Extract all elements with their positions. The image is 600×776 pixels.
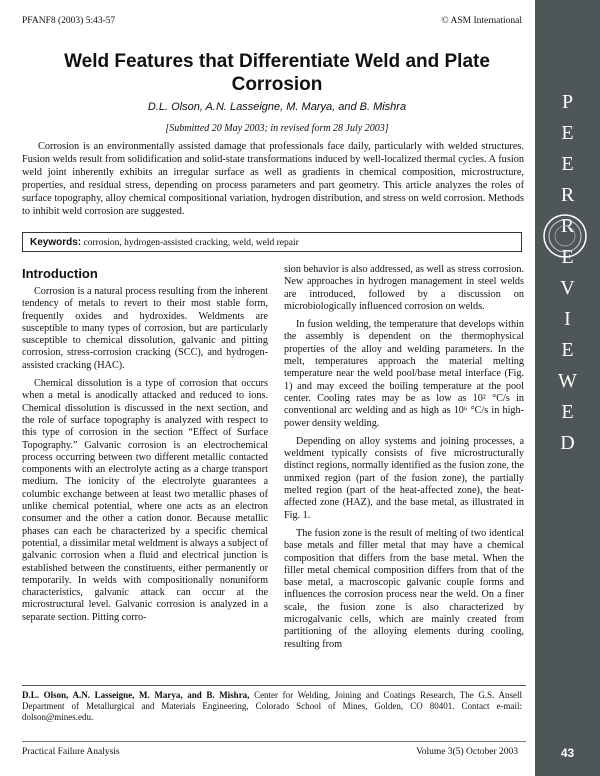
- paragraph: The fusion zone is the result of melting of two identical base metals and filler metal that may have a chemical composition that differs from the base metal. When the filler metal chemical composition differs from that of the base metal, a macroscopic galvanic couple forms and influences the corrosion process near the weld. On a finer scale, the fusion zone is also characterized by microgalvanic cells, which are mainly created from partitioning of the alloying elements during cooling, resulting from: [284, 527, 524, 650]
- abstract: Corrosion is an environmentally assisted damage that professionals face daily, particularly with welded structures. Fusion welds result from solidification and solid-state transformations induced by well-localized thermal cycles. A fusion weld joint inherently exhibits an irregular surface as well as gradients in chemical composition, microstructure, properties, and residual stress, depending on process parameters and part geometry. This article analyzes the roles of surface topography, alloy chemical compositional variation, hydrogen distribution, and stress on weld corrosion. Methods to inhibit weld corrosion are suggested.: [22, 141, 524, 217]
- sidebar-letter: I: [564, 308, 571, 330]
- sidebar-letter: E: [561, 122, 574, 144]
- footnote-divider: [22, 685, 526, 686]
- sidebar-letter: R: [560, 215, 575, 237]
- sidebar-letter: E: [561, 401, 574, 423]
- footer-issue: Volume 3(5) October 2003: [416, 747, 518, 757]
- author-footnote: [22, 690, 522, 723]
- body-column-left: [22, 266, 268, 630]
- paragraph: Depending on alloy systems and joining processes, a weldment typically consists of five microstructurally distinct regions, normally identified as the fusion zone, the unmixed region (part of the fusion zone), the partially melted region (part of the heat-affected zone), the heat-affected zone (HAZ), and the base metal, as illustrated in Fig. 1.: [284, 435, 524, 521]
- sidebar-letter: E: [561, 246, 574, 268]
- sidebar-letter: P: [561, 91, 574, 113]
- footer-journal: Practical Failure Analysis: [22, 747, 120, 757]
- keywords-label: Keywords:: [30, 237, 82, 248]
- running-header-citation: PFANF8 (2003) 5:43-57: [22, 16, 116, 26]
- keywords-box: [22, 232, 522, 252]
- paragraph: sion behavior is also addressed, as well as stress corrosion. New approaches in hydrogen management in steel welds are introduced, followed by a discussion on microbiologically influenced corrosion on welds.: [284, 264, 524, 312]
- article-title: Weld Features that Differentiate Weld and Plate Corrosion: [64, 51, 490, 95]
- section-heading-introduction: Introduction: [22, 266, 98, 281]
- submission-dates: [Submitted 20 May 2003; in revised form 28 July 2003]: [165, 123, 389, 134]
- body-column-right: [284, 264, 524, 657]
- sidebar-letter: R: [560, 184, 575, 206]
- article-authors: D.L. Olson, A.N. Lasseigne, M. Marya, and B. Mishra: [147, 101, 407, 113]
- seal-icon: [541, 212, 589, 260]
- sidebar-letter: W: [558, 370, 577, 392]
- paragraph: In fusion welding, the temperature that develops within the assembly is dependent on the thermophysical properties of the alloy and welding parameters. In the melt, temperatures approach the material melting temperature near the weld pool/base metal interface (Fig. 1) and may exceed the boiling temperature at the pool center. Cooling rates may be as low as 10² °C/s in conventional arc welding and as high as 10⁶ °C/s in high-power density welding.: [284, 319, 524, 429]
- peer-reviewed-sidebar: [535, 0, 600, 776]
- running-header-publisher: © ASM International: [441, 16, 522, 26]
- sidebar-letter: V: [560, 277, 575, 299]
- keywords-text: corrosion, hydrogen-assisted cracking, weld, weld repair: [83, 238, 299, 248]
- sidebar-letter: D: [560, 432, 575, 454]
- footnote-affiliation: Center for Welding, Joining and Coatings Research, The G.S. Ansell Department of Metallurgical and Materials Engineering, Colorado School of Mines, Golden, CO 80401. Contact e-mail: dolson@mines.edu.: [22, 690, 523, 722]
- sidebar-letter: E: [561, 153, 574, 175]
- paragraph: Corrosion is a natural process resulting from the inherent tendency of metals to revert to their most stable form, frequently oxides and hydroxides. Weldments are susceptible to many types of corrosion, but are particularly susceptible to chemical dissolution, galvanic and pitting corrosion, stress-corrosion cracking (SCC), and hydrogen-assisted cracking (HAC).: [22, 286, 268, 371]
- footer-divider: [22, 741, 526, 742]
- peer-reviewed-label: [535, 92, 600, 462]
- footnote-authors: D.L. Olson, A.N. Lasseigne, M. Marya, and B. Mishra,: [22, 690, 250, 700]
- sidebar-letter: E: [561, 339, 574, 361]
- page-number: 43: [560, 746, 575, 760]
- paragraph: Chemical dissolution is a type of corrosion that occurs when a metal is anodically attacked and reduced to ions. Chemical dissolution is discussed in the next section, and the role of surface topography is analyzed with respect to this type of corrosion in the section “Effect of Surface Topography.” Galvanic corrosion is an electrochemical process occurring between two different metallic contacted components with an electrolyte acting as a charge transport medium. The ionicity of the electrolyte guarantees a columbic exchange between at least two metallic phases of unlike chemical potential, where one acts as an electron consumer and the other a cation donor. Because metallic phases can each be characterized by a specific chemical potential, a dissimilar metal weldment is always a subject of galvanic corrosion when a fluid and electrical junction is established between the constituents, either permanently or temporarily. In welds with compositionally nonuniform characteristics, galvanic attack can occur at the microstructural level. Galvanic corrosion is analyzed in a separate section. Pitting corro-: [22, 378, 268, 623]
